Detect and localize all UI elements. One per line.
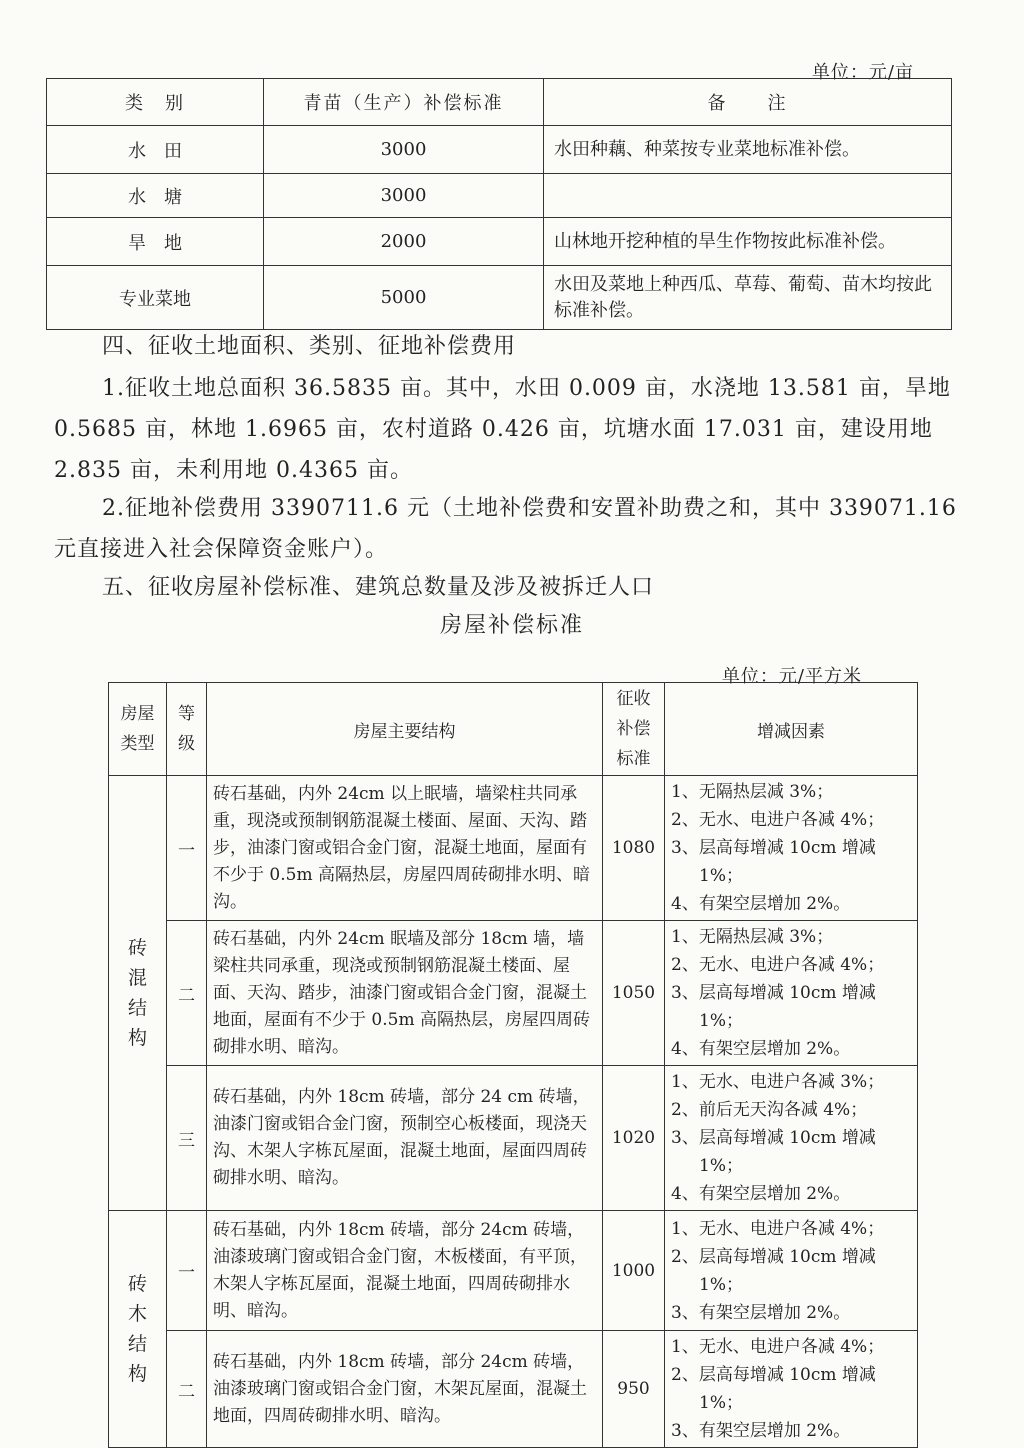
header-factors: 增减因素 bbox=[665, 683, 918, 776]
factor-item: 3、层高每增减 10cm 增减 1%； bbox=[671, 983, 876, 1031]
house-type-brick-wood bbox=[109, 1211, 167, 1448]
header-text: 征收补偿标准 bbox=[616, 689, 651, 769]
table-row bbox=[47, 218, 952, 266]
paragraph-text: 1.征收土地总面积 36.5835 亩。其中，水田 0.009 亩，水浇地 13.581 亩，旱地 0.5685 亩，林地 1.6965 亩，农村道路 0.426 亩，坑塘水面 17.031 亩，建设用地 2.835 亩，未利用地 0.4365 亩。 bbox=[54, 376, 951, 483]
factor-item: 1、无水、电进户各减 4%； bbox=[671, 1337, 885, 1357]
header-house-type bbox=[109, 683, 167, 776]
crop-table-unit: 单位：元/亩 bbox=[811, 62, 914, 83]
table-row bbox=[47, 174, 952, 218]
header-structure: 房屋主要结构 bbox=[207, 683, 603, 776]
factors bbox=[665, 1331, 918, 1448]
section-4-paragraph-2 bbox=[54, 488, 972, 570]
row-category: 水 塘 bbox=[47, 174, 264, 218]
header-grade bbox=[167, 683, 207, 776]
table-row bbox=[47, 126, 952, 174]
factor-item: 1、无水、电进户各减 4%； bbox=[671, 1218, 885, 1239]
table-row bbox=[109, 1331, 918, 1448]
factor-item: 2、无水、电进户各减 4%； bbox=[671, 955, 885, 975]
heading-text: 五、征收房屋补偿标准、建筑总数量及涉及被拆迁人口 bbox=[102, 575, 655, 600]
factor-item: 3、有架空层增加 2%。 bbox=[671, 1302, 851, 1323]
header-text: 房屋类型 bbox=[120, 704, 155, 754]
standard: 1080 bbox=[603, 776, 665, 921]
factor-item: 1、无隔热层减 3%； bbox=[671, 782, 834, 802]
standard: 950 bbox=[603, 1331, 665, 1448]
row-category: 水 田 bbox=[47, 126, 264, 174]
header-category: 类 别 bbox=[47, 79, 264, 126]
type-text: 砖混结构 bbox=[127, 937, 147, 1049]
house-table-unit: 单位：元/平方米 bbox=[721, 666, 862, 687]
crop-compensation-table bbox=[46, 78, 952, 330]
section-4-heading bbox=[54, 326, 972, 367]
factor-item: 2、层高每增减 10cm 增减 1%； bbox=[671, 1365, 876, 1413]
factor-item: 1、无隔热层减 3%； bbox=[671, 927, 834, 947]
factor-item: 3、层高每增减 10cm 增减 1%； bbox=[671, 1128, 876, 1176]
row-note: 水田种藕、种菜按专业菜地标准补偿。 bbox=[544, 126, 952, 174]
standard: 1050 bbox=[603, 921, 665, 1066]
row-standard: 3000 bbox=[264, 174, 544, 218]
table-row bbox=[109, 1066, 918, 1211]
factors bbox=[665, 921, 918, 1066]
house-compensation-table bbox=[108, 682, 918, 1448]
standard: 1020 bbox=[603, 1066, 665, 1211]
factor-item: 4、有架空层增加 2%。 bbox=[671, 1184, 851, 1204]
house-type-brick-concrete bbox=[109, 776, 167, 1211]
grade: 二 bbox=[167, 921, 207, 1066]
paragraph-text: 2.征地补偿费用 3390711.6 元（土地补偿费和安置补助费之和，其中 339071.16 元直接进入社会保障资金账户）。 bbox=[54, 496, 957, 562]
table-row bbox=[47, 266, 952, 330]
grade: 一 bbox=[167, 1211, 207, 1331]
row-standard: 2000 bbox=[264, 218, 544, 266]
table-row bbox=[109, 776, 918, 921]
header-note: 备 注 bbox=[544, 79, 952, 126]
factors bbox=[665, 1066, 918, 1211]
grade: 一 bbox=[167, 776, 207, 921]
factors bbox=[665, 776, 918, 921]
table-row bbox=[109, 921, 918, 1066]
table-row bbox=[109, 1211, 918, 1331]
factor-item: 2、无水、电进户各减 4%； bbox=[671, 810, 885, 830]
header-standard: 青苗（生产）补偿标准 bbox=[264, 79, 544, 126]
standard: 1000 bbox=[603, 1211, 665, 1331]
house-table-title: 房屋补偿标准 bbox=[439, 613, 584, 638]
row-category: 旱 地 bbox=[47, 218, 264, 266]
factor-item: 3、层高每增减 10cm 增减 1%； bbox=[671, 838, 876, 886]
type-text: 砖木结构 bbox=[127, 1273, 147, 1385]
structure: 砖石基础，内外 18cm 砖墙，部分 24 cm 砖墙，油漆门窗或铝合金门窗，预制空心板楼面，现浇天沟、木架人字栋瓦屋面，混凝土地面，屋面四周砖砌排水明、暗沟。 bbox=[207, 1066, 603, 1211]
row-note: 山林地开挖种植的旱生作物按此标准补偿。 bbox=[544, 218, 952, 266]
section-5-heading bbox=[54, 567, 972, 608]
structure: 砖石基础，内外 24cm 眠墙及部分 18cm 墙，墙梁柱共同承重，现浇或预制钢筋混凝土楼面、屋面、天沟、踏步，油漆门窗或铝合金门窗，混凝土地面，屋面有不少于 0.5m 高隔热层，房屋四周砖砌排水明、暗沟。 bbox=[207, 921, 603, 1066]
factor-item: 4、有架空层增加 2%。 bbox=[671, 1039, 851, 1059]
grade: 二 bbox=[167, 1331, 207, 1448]
header-text: 等级 bbox=[178, 704, 195, 754]
heading-text: 四、征收土地面积、类别、征地补偿费用 bbox=[102, 334, 517, 359]
row-note: 水田及菜地上种西瓜、草莓、葡萄、苗木均按此标准补偿。 bbox=[544, 266, 952, 330]
factor-item: 2、层高每增减 10cm 增减 1%； bbox=[671, 1246, 876, 1295]
structure: 砖石基础，内外 18cm 砖墙，部分 24cm 砖墙，油漆玻璃门窗或铝合金门窗，木板楼面，有平顶，木架人字栋瓦屋面，混凝土地面，四周砖砌排水明、暗沟。 bbox=[207, 1211, 603, 1331]
header-standard bbox=[603, 683, 665, 776]
factor-item: 2、前后无天沟各减 4%； bbox=[671, 1100, 868, 1120]
row-note bbox=[544, 174, 952, 218]
row-standard: 3000 bbox=[264, 126, 544, 174]
factor-item: 1、无水、电进户各减 3%； bbox=[671, 1072, 885, 1092]
factor-item: 3、有架空层增加 2%。 bbox=[671, 1421, 851, 1441]
grade: 三 bbox=[167, 1066, 207, 1211]
structure: 砖石基础，内外 18cm 砖墙，部分 24cm 砖墙，油漆玻璃门窗或铝合金门窗，木架瓦屋面，混凝土地面，四周砖砌排水明、暗沟。 bbox=[207, 1331, 603, 1448]
structure: 砖石基础，内外 24cm 以上眠墙，墙梁柱共同承重，现浇或预制钢筋混凝土楼面、屋面、天沟、踏步，油漆门窗或铝合金门窗，混凝土地面，屋面有不少于 0.5m 高隔热层，房屋四周砖砌排水明、暗沟。 bbox=[207, 776, 603, 921]
factors bbox=[665, 1211, 918, 1331]
factor-item: 4、有架空层增加 2%。 bbox=[671, 894, 851, 914]
row-category: 专业菜地 bbox=[47, 266, 264, 330]
section-4-paragraph-1 bbox=[54, 368, 972, 491]
row-standard: 5000 bbox=[264, 266, 544, 330]
